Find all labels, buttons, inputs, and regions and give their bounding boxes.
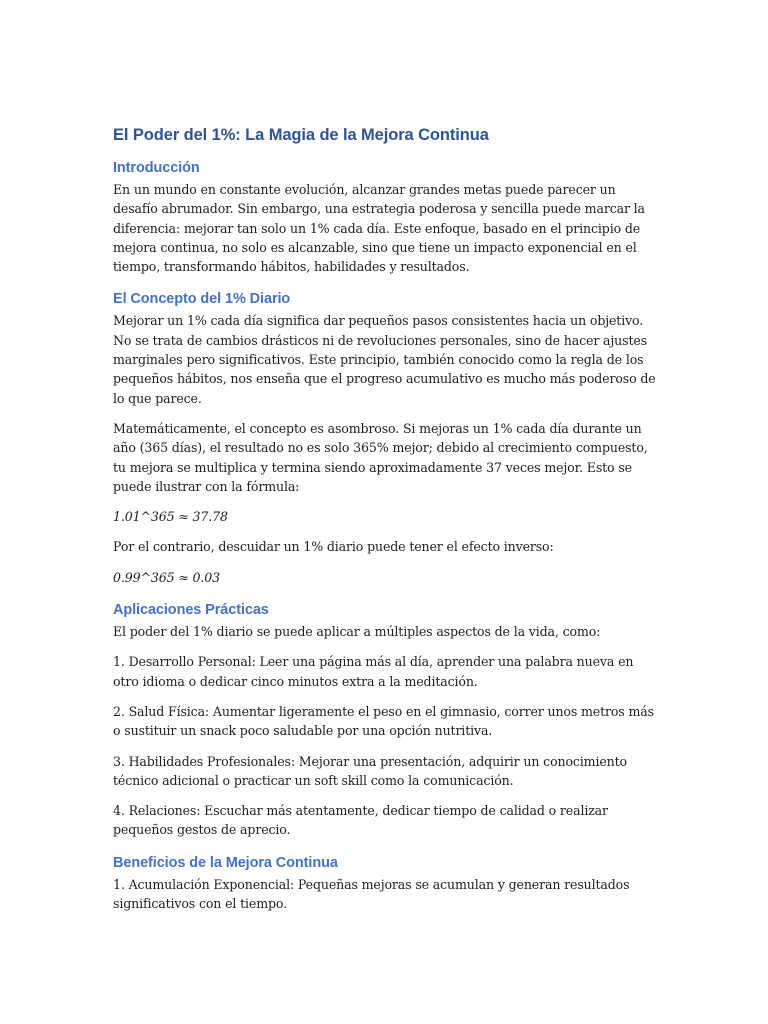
section-introduccion — [113, 158, 658, 276]
paragraph: Por el contrario, descuidar un 1% diario puede tener el efecto inverso: — [113, 539, 554, 555]
document-page — [113, 124, 658, 924]
section-heading: Introducción — [113, 160, 200, 176]
section-heading: El Concepto del 1% Diario — [113, 291, 291, 308]
list-item: 2. Salud Física: Aumentar ligeramente el peso en el gimnasio, correr unos metros más o sustituir un snack poco saludable por una opción nutritiva. — [113, 703, 654, 739]
section-beneficios — [113, 853, 658, 914]
paragraph: Mejorar un 1% cada día significa dar pequeños pasos consistentes hacia un objetivo. No se trata de cambios drásticos ni de revoluciones personales, sino de hacer ajustes marginales pero significativos. Este principio, también conocido como la regla de los pequeños hábitos, nos enseña que el progreso acumulativo es mucho más poderoso de lo que parece. — [113, 313, 656, 406]
section-heading: Aplicaciones Prácticas — [113, 602, 269, 619]
list-item: 1. Desarrollo Personal: Leer una página más al día, aprender una palabra nueva en otro idioma o dedicar cinco minutos extra a la meditación. — [113, 654, 634, 689]
list-item: 4. Relaciones: Escuchar más atentamente, dedicar tiempo de calidad o realizar pequeños gestos de aprecio. — [113, 803, 608, 838]
section-concepto — [113, 289, 658, 587]
list-item: 1. Acumulación Exponencial: Pequeñas mejoras se acumulan y generan resultados significativos con el tiempo. — [113, 876, 630, 912]
list-item: 3. Habilidades Profesionales: Mejorar una presentación, adquirir un conocimiento técnico adicional o practicar un soft skill como la comunicación. — [113, 753, 627, 788]
document-title: El Poder del 1%: La Magia de la Mejora Continua — [113, 126, 489, 144]
paragraph: El poder del 1% diario se puede aplicar a múltiples aspectos de la vida, como: — [113, 624, 601, 640]
section-aplicaciones — [113, 600, 658, 840]
paragraph: Matemáticamente, el concepto es asombroso. Si mejoras un 1% cada día durante un año (365 días), el resultado no es solo 365% mejor; debido al crecimiento compuesto, tu mejora se multiplica y termina siendo aproximadamente 37 veces mejor. Esto se puede ilustrar con la fórmula: — [113, 420, 648, 494]
formula-growth: 1.01^365 ≈ 37.78 — [113, 509, 228, 525]
paragraph: En un mundo en constante evolución, alcanzar grandes metas puede parecer un desafío abrumador. Sin embargo, una estrategia poderosa y sencilla puede marcar la diferencia: mejorar tan solo un 1% cada día. Este enfoque, basado en el principio de mejora continua, no solo es alcanzable, sino que tiene un impacto exponencial en el tiempo, transformando hábitos, habilidades y resultados. — [113, 182, 645, 275]
formula-decline: 0.99^365 ≈ 0.03 — [113, 569, 220, 585]
section-heading: Beneficios de la Mejora Continua — [113, 854, 338, 871]
